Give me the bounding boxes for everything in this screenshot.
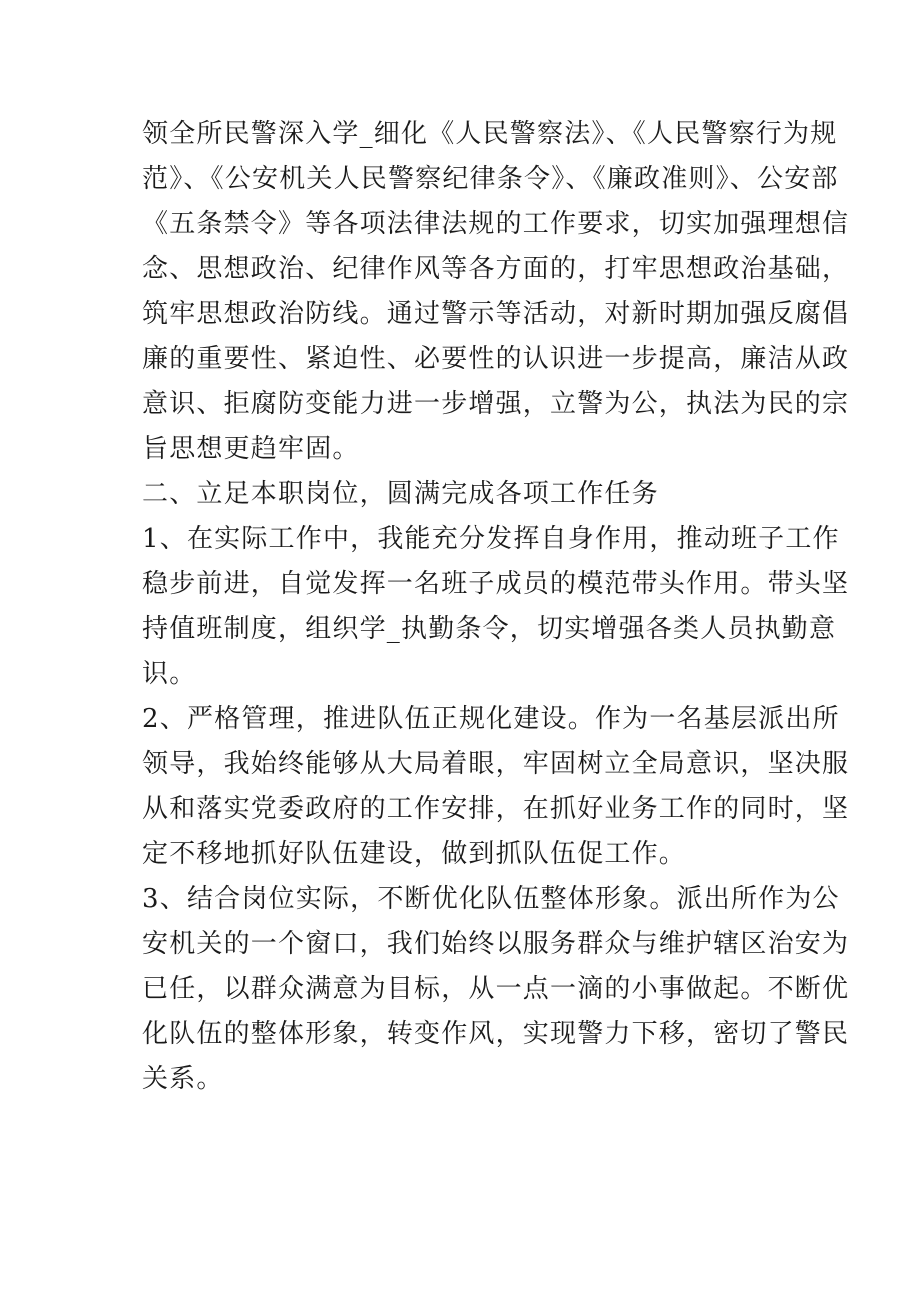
text-line: 领导，我始终能够从大局着眼，牢固树立全局意识，坚决服 bbox=[142, 749, 850, 779]
paragraph-item-1 bbox=[142, 517, 850, 697]
section-heading bbox=[142, 472, 792, 517]
text-line: 3、结合岗位实际，不断优化队伍整体形象。派出所作为公 bbox=[142, 884, 840, 914]
text-line: 《五条禁令》等各项法律法规的工作要求，切实加强理想信 bbox=[142, 209, 850, 239]
text-line: 筑牢思想政治防线。通过警示等活动，对新时期加强反腐倡 bbox=[142, 299, 850, 329]
text-line: 持值班制度，组织学_执勤条令，切实增强各类人员执勤意 bbox=[142, 614, 837, 644]
paragraph-political-study bbox=[142, 112, 850, 472]
text-line: 意识、拒腐防变能力进一步增强，立警为公，执法为民的宗 bbox=[142, 389, 850, 419]
text-line: 念、思想政治、纪律作风等各方面的，打牢思想政治基础， bbox=[142, 254, 850, 284]
text-line: 领全所民警深入学_细化《人民警察法》、《人民警察行为规 bbox=[142, 119, 838, 149]
paragraph-item-2 bbox=[142, 697, 850, 877]
document-body bbox=[142, 112, 850, 1102]
text-line: 化队伍的整体形象，转变作风，实现警力下移，密切了警民 bbox=[142, 1019, 850, 1049]
text-line: 定不移地抓好队伍建设，做到抓队伍促工作。 bbox=[142, 839, 687, 869]
text-line: 范》、《公安机关人民警察纪律条令》、《廉政准则》、公安部 bbox=[142, 164, 839, 194]
text-line: 2、严格管理，推进队伍正规化建设。作为一名基层派出所 bbox=[142, 704, 840, 734]
text-line: 旨思想更趋牢固。 bbox=[142, 434, 360, 464]
text-line: 识。 bbox=[142, 659, 197, 689]
text-line: 关系。 bbox=[142, 1064, 224, 1094]
text-line: 已任，以群众满意为目标，从一点一滴的小事做起。不断优 bbox=[142, 974, 850, 1004]
paragraph-item-3 bbox=[142, 877, 850, 1102]
text-line: 廉的重要性、紧迫性、必要性的认识进一步提高，廉洁从政 bbox=[142, 344, 850, 374]
heading-line: 二、立足本职岗位，圆满完成各项工作任务 bbox=[142, 479, 659, 509]
text-line: 安机关的一个窗口，我们始终以服务群众与维护辖区治安为 bbox=[142, 929, 850, 959]
text-line: 从和落实党委政府的工作安排，在抓好业务工作的同时，坚 bbox=[142, 794, 850, 824]
text-line: 1、在实际工作中，我能充分发挥自身作用，推动班子工作 bbox=[142, 524, 840, 554]
text-line: 稳步前进，自觉发挥一名班子成员的模范带头作用。带头坚 bbox=[142, 569, 850, 599]
